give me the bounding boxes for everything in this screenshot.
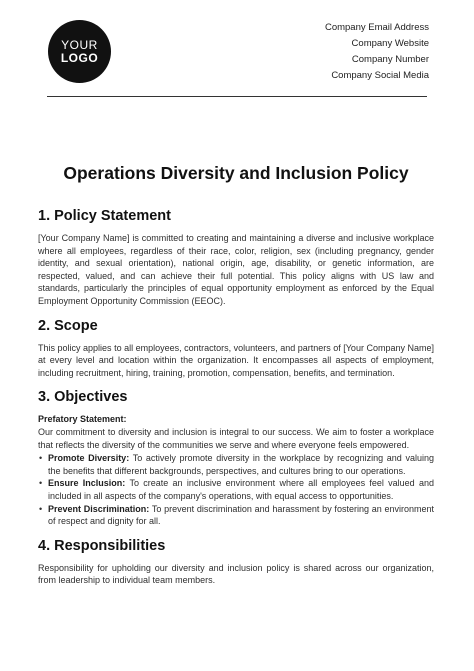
objective-text: To create an inclusive environment where all employees feel valued and included in all aspects of the company's operations, with equal access to opportunities.: [48, 478, 434, 501]
objective-term: Prevent Discrimination:: [48, 503, 150, 514]
objective-text: To prevent discrimination and harassment by fostering an environment of respect and dignity for all.: [48, 503, 434, 527]
section-heading-responsibilities: 4. Responsibilities: [38, 537, 166, 554]
responsibilities-text: Responsibility for upholding our diversity and inclusion policy is shared across our organization, from leadership to individual team members.: [38, 562, 434, 586]
document-body: [38, 160, 434, 595]
list-item: [38, 452, 434, 477]
objective-text: To actively promote diversity in the workplace by recognizing and valuing the benefits that different backgrounds, perspectives, and cultures bring to our operations.: [48, 453, 434, 476]
section-heading-scope: 2. Scope: [38, 317, 98, 334]
objectives-list: [38, 452, 434, 528]
objective-term: Promote Diversity:: [48, 453, 130, 464]
policy-statement-text: [Your Company Name] is committed to creating and maintaining a diverse and inclusive workplace where all employees, regardless of their race, color, religion, sex (including pregnancy, gender identity, and sexual orientation), national origin, age, disability, or genetic information, are respected, valued, and can achieve their full potential. This policy aligns with US law and standards, particularly the principles of equal opportunity employment as enforced by the Equal Employment Opportunity Commission (EEOC).: [38, 233, 434, 306]
section-heading-policy-statement: 1. Policy Statement: [38, 208, 171, 224]
bullet-icon: •: [39, 503, 43, 514]
prefatory-statement-label: Prefatory Statement:: [38, 414, 127, 425]
company-email: Company Email Address: [324, 22, 429, 33]
list-item: [38, 477, 434, 502]
document-title: Operations Diversity and Inclusion Policy: [63, 163, 409, 183]
logo-line-1: YOUR: [61, 37, 98, 52]
prefatory-statement-text: Our commitment to diversity and inclusion is integral to our success. We aim to foster a workplace that reflects the diversity of the communities we serve and where everyone feels empowered.: [38, 426, 434, 450]
list-item: [38, 503, 434, 528]
company-social-media: Company Social Media: [331, 70, 429, 81]
section-heading-objectives: 3. Objectives: [38, 389, 128, 406]
company-number: Company Number: [351, 54, 429, 65]
header-divider: [47, 96, 427, 97]
bullet-icon: •: [39, 453, 43, 464]
company-contact-block: [325, 20, 429, 84]
bullet-icon: •: [39, 478, 43, 489]
scope-text: This policy applies to all employees, contractors, volunteers, and partners of [Your Company Name] at every level and location within the organization. It encompasses all aspects of employment, including recruitment, hiring, training, promotion, compensation, benefits, and termination.: [38, 342, 434, 378]
objective-term: Ensure Inclusion:: [48, 478, 126, 489]
company-website: Company Website: [351, 38, 429, 49]
logo-line-2: LOGO: [60, 50, 99, 65]
company-logo: [48, 20, 111, 83]
